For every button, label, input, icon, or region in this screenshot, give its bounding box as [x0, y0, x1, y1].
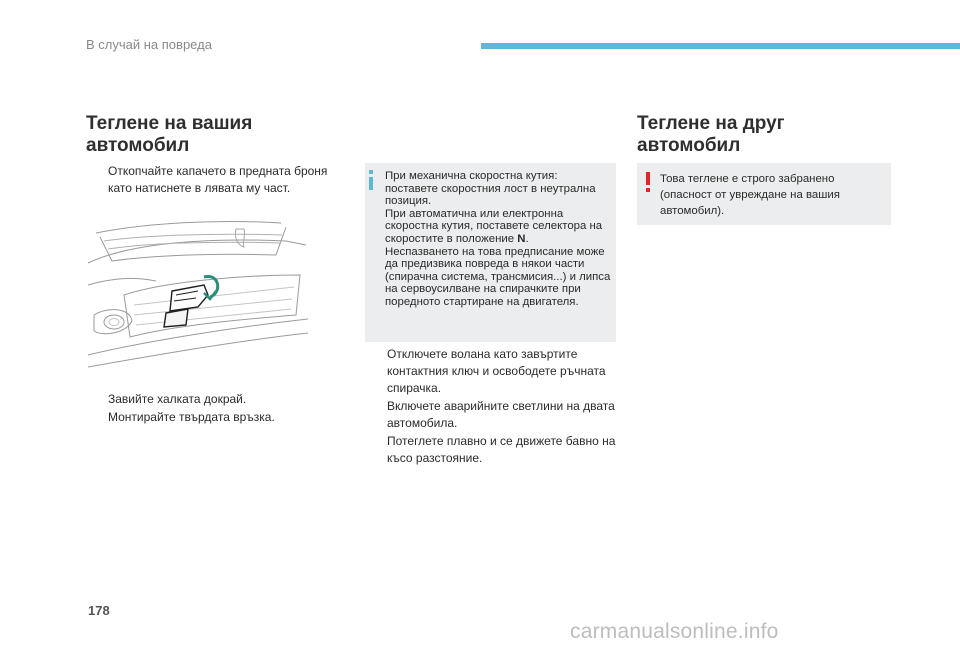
- list-item: [86, 409, 341, 426]
- lower-grille-outline: [124, 275, 300, 337]
- info-text: [385, 170, 613, 309]
- grille-upper-outline: [96, 221, 281, 233]
- steps-list-middle: [365, 346, 616, 468]
- info-text-segment: .: [525, 232, 529, 245]
- fog-lamp: [104, 315, 124, 329]
- list-item-text: Завийте халката докрай.: [108, 392, 247, 406]
- warning-icon: [646, 172, 650, 192]
- section-title-line: автомобил: [637, 135, 741, 156]
- warning-box: [637, 163, 891, 225]
- car-bumper-illustration: [86, 215, 308, 375]
- section-title-line: Теглене на друг: [637, 113, 785, 134]
- grille-chrome-line: [108, 242, 280, 249]
- list-item-text: Откопчайте капачето в предната броня като натиснете в лявата му част.: [108, 164, 328, 195]
- info-paragraph: [385, 208, 613, 246]
- steps-list-bottom: [86, 391, 341, 427]
- list-item-text: Монтирайте твърдата връзка.: [108, 410, 275, 424]
- info-box: [365, 163, 616, 342]
- warning-text: Това теглене е строго забранено (опасност от увреждане на вашия автомобил).: [660, 173, 840, 217]
- grille-outline: [100, 227, 286, 261]
- info-text-segment: При автоматична или електронна скоростна кутия, поставете селектора на скоростите в положение: [385, 207, 603, 245]
- gear-position-label: N: [517, 232, 526, 245]
- info-paragraph: Неспазването на това предписание може да предизвика повреда в някои части (спирачна система, трансмисия...) и липса на сервоусилване на спирачките при поредното стартиране на двигателя.: [385, 245, 611, 308]
- section-title-tow-your-car: [86, 113, 252, 157]
- header-title: В случай на повреда: [86, 37, 212, 52]
- page-number: 178: [88, 603, 110, 618]
- list-item: [86, 163, 341, 197]
- watermark: carmanualsonline.info: [570, 620, 779, 643]
- bumper-contour: [88, 278, 156, 285]
- peugeot-badge: [235, 229, 244, 247]
- list-item-text: Включете аварийните светлини на двата автомобила.: [387, 399, 615, 430]
- list-item: [365, 433, 616, 467]
- tow-cover-icon: [164, 285, 208, 327]
- list-item: [365, 346, 616, 397]
- list-item: [365, 398, 616, 432]
- steps-list-top: [86, 163, 341, 198]
- section-title-tow-other-car: [637, 113, 785, 157]
- section-title-line: автомобил: [86, 135, 190, 156]
- section-title-line: Теглене на вашия: [86, 113, 253, 134]
- list-item: [86, 391, 341, 408]
- list-item-text: Отключете волана като завъртите контактния ключ и освободете ръчната спирачка.: [387, 347, 606, 395]
- header-accent-bar: [481, 43, 960, 49]
- info-paragraph: При механична скоростна кутия: поставете скоростния лост в неутрална позиция.: [385, 170, 596, 208]
- list-item-text: Потеглете плавно и се движете бавно на късо разстояние.: [387, 434, 616, 465]
- bumper-contour: [88, 333, 308, 367]
- info-icon: [369, 170, 373, 190]
- fog-lamp-lens: [109, 319, 119, 326]
